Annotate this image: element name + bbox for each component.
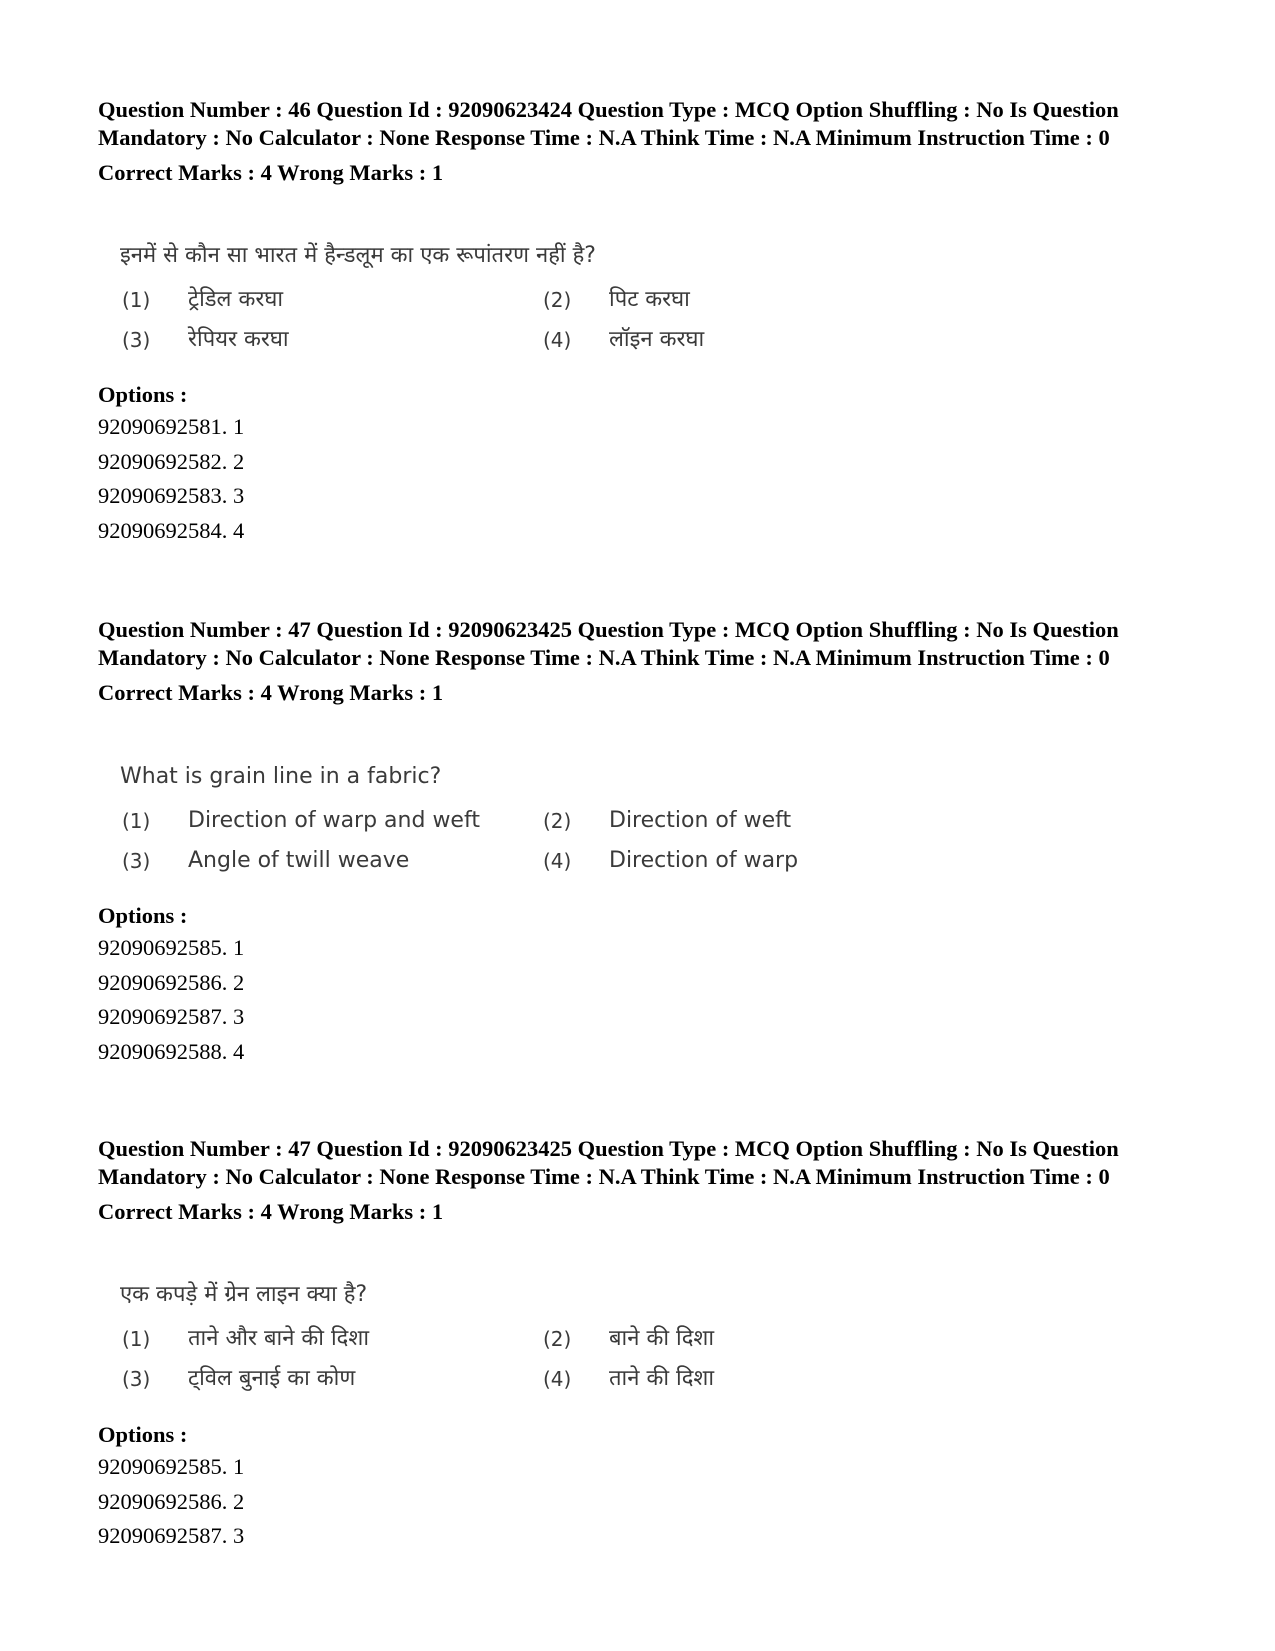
- choice-4: (4) Direction of warp: [543, 848, 799, 873]
- options-list: [98, 1450, 244, 1554]
- choice-2: (2) पिट करघा: [543, 287, 690, 312]
- options-list: [98, 931, 244, 1069]
- choice-row: [120, 285, 880, 325]
- choice-row: [120, 846, 880, 886]
- choice-2: (2) Direction of weft: [543, 808, 792, 833]
- choice-4: (4) ताने की दिशा: [543, 1366, 715, 1391]
- option-item: 92090692587. 3: [98, 1523, 245, 1548]
- option-item: 92090692585. 1: [98, 935, 245, 960]
- option-item: 92090692583. 3: [98, 483, 245, 508]
- choice-3: (3) ट्विल बुनाई का कोण: [122, 1366, 356, 1391]
- question-image: [120, 762, 880, 886]
- question-marks: Correct Marks : 4 Wrong Marks : 1: [98, 1199, 444, 1224]
- choice-grid: [120, 285, 880, 365]
- question-meta: Question Number : 47 Question Id : 92090623425 Question Type : MCQ Option Shuffling : No Is Question Mandatory : No Calculator : None Response Time : N.A Think Time : N.A Minimum Instruction Time : 0: [98, 1136, 1119, 1189]
- choice-4: (4) लॉइन करघा: [543, 327, 705, 352]
- option-item: 92090692585. 1: [98, 1454, 245, 1479]
- question-marks: Correct Marks : 4 Wrong Marks : 1: [98, 680, 444, 705]
- choice-3: (3) रेपियर करघा: [122, 327, 289, 352]
- question-text: इनमें से कौन सा भारत में हैन्डलूम का एक रूपांतरण नहीं है?: [120, 243, 596, 268]
- options-list: [98, 410, 244, 548]
- choice-1: (1) Direction of warp and weft: [122, 808, 480, 833]
- question-block-46: [98, 96, 1188, 543]
- question-image: [120, 1280, 880, 1404]
- options-label: Options :: [98, 903, 188, 928]
- option-item: 92090692581. 1: [98, 414, 245, 439]
- choice-grid: [120, 1324, 880, 1404]
- option-item: 92090692588. 4: [98, 1038, 245, 1064]
- option-item: 92090692587. 3: [98, 1004, 245, 1029]
- choice-row: [120, 325, 880, 365]
- question-text: एक कपड़े में ग्रेन लाइन क्या है?: [120, 1282, 368, 1307]
- question-meta: Question Number : 46 Question Id : 92090623424 Question Type : MCQ Option Shuffling : No Is Question Mandatory : No Calculator : None Response Time : N.A Think Time : N.A Minimum Instruction Time : 0: [98, 97, 1119, 150]
- option-item: 92090692586. 2: [98, 969, 245, 995]
- question-marks: Correct Marks : 4 Wrong Marks : 1: [98, 160, 444, 185]
- question-image: [120, 241, 880, 365]
- choice-3: (3) Angle of twill weave: [122, 848, 410, 873]
- choice-row: [120, 806, 880, 846]
- choice-row: [120, 1324, 880, 1364]
- choice-2: (2) बाने की दिशा: [543, 1326, 715, 1351]
- choice-grid: [120, 806, 880, 886]
- question-block-47-en: [98, 616, 1188, 1064]
- question-meta: Question Number : 47 Question Id : 92090623425 Question Type : MCQ Option Shuffling : No Is Question Mandatory : No Calculator : None Response Time : N.A Think Time : N.A Minimum Instruction Time : 0: [98, 617, 1119, 670]
- choice-1: (1) ताने और बाने की दिशा: [122, 1326, 370, 1351]
- option-item: 92090692582. 2: [98, 448, 245, 474]
- options-label: Options :: [98, 382, 188, 407]
- choice-1: (1) ट्रेडिल करघा: [122, 287, 284, 312]
- option-item: 92090692586. 2: [98, 1488, 245, 1514]
- question-block-47-hi: [98, 1135, 1188, 1548]
- question-text: What is grain line in a fabric?: [120, 764, 442, 789]
- choice-row: [120, 1364, 880, 1404]
- option-item: 92090692584. 4: [98, 517, 245, 543]
- options-label: Options :: [98, 1422, 188, 1447]
